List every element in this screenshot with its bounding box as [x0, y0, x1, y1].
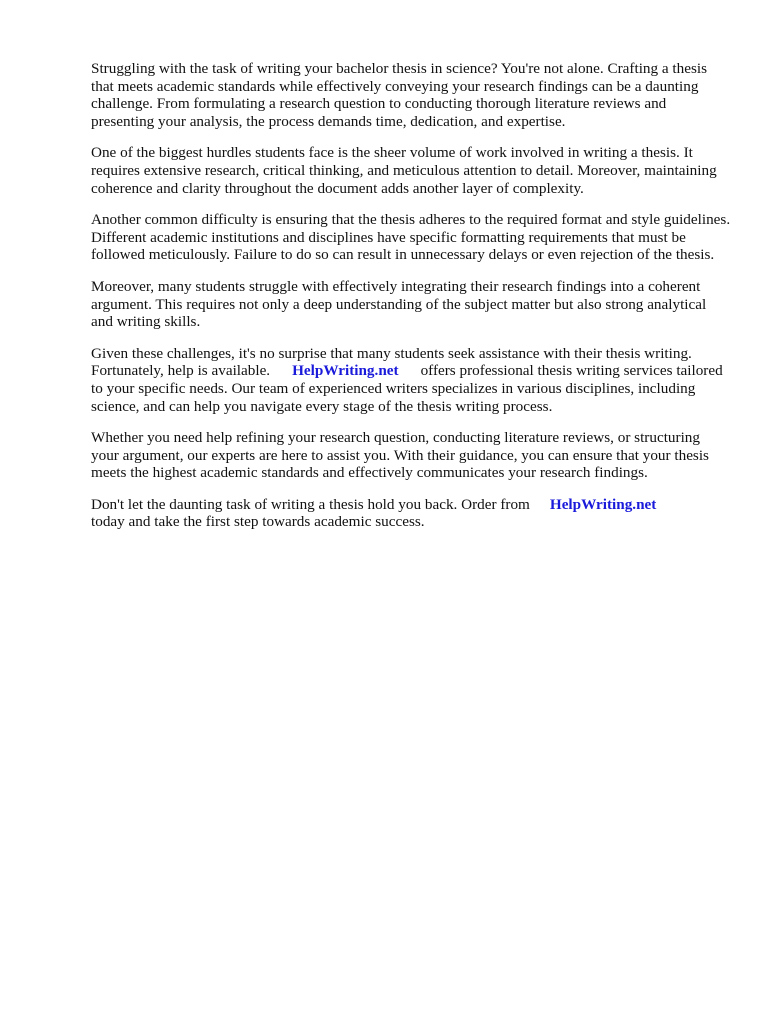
helpwriting-link-1[interactable]: HelpWriting.net	[292, 362, 399, 380]
assistance-text-after: offers professional thesis writing services tailored to your specific needs. Our team of experienced writers specializes in various disciplines, including science, and can help you navigate every stage of the thesis writing process.	[91, 362, 723, 415]
cta-text-before: Don't let the daunting task of writing a thesis hold you back. Order from	[91, 495, 530, 513]
helpwriting-link-2[interactable]: HelpWriting.net	[549, 495, 657, 513]
paragraph-format: Another common difficulty is ensuring that the thesis adheres to the required format and style guidelines. Different academic institutions and disciplines have specific formatting requirements that must be followed meticulously. Failure to do so can result in unnecessary delays or even rejection of the thesis.	[91, 211, 731, 264]
paragraph-hurdles: One of the biggest hurdles students face is the sheer volume of work involved in writing a thesis. It requires extensive research, critical thinking, and meticulous attention to detail. Moreover, maintaining coherence and clarity throughout the document adds another layer of complexity.	[91, 144, 717, 197]
cta-text-after: today and take the first step towards academic success.	[91, 513, 425, 531]
paragraph-assistance	[91, 345, 731, 415]
document-body	[91, 60, 731, 545]
paragraph-argument: Moreover, many students struggle with effectively integrating their research findings into a coherent argument. This requires not only a deep understanding of the subject matter but also strong analytical and writing skills.	[91, 277, 707, 331]
paragraph-experts: Whether you need help refining your research question, conducting literature reviews, or structuring your argument, our experts are here to assist you. With their guidance, you can ensure that your thesis meets the highest academic standards and effectively communicates your research findings.	[91, 429, 709, 482]
paragraph-intro: Struggling with the task of writing your bachelor thesis in science? You're not alone. Crafting a thesis that meets academic standards while effectively conveying your research findings can be a daunting challenge. From formulating a research question to conducting thorough literature reviews and presenting your analysis, the process demands time, dedication, and expertise.	[91, 60, 708, 130]
paragraph-cta	[91, 496, 731, 531]
assistance-text-before: Given these challenges, it's no surprise that many students seek assistance with their thesis writing. Fortunately, help is available.	[91, 344, 692, 380]
